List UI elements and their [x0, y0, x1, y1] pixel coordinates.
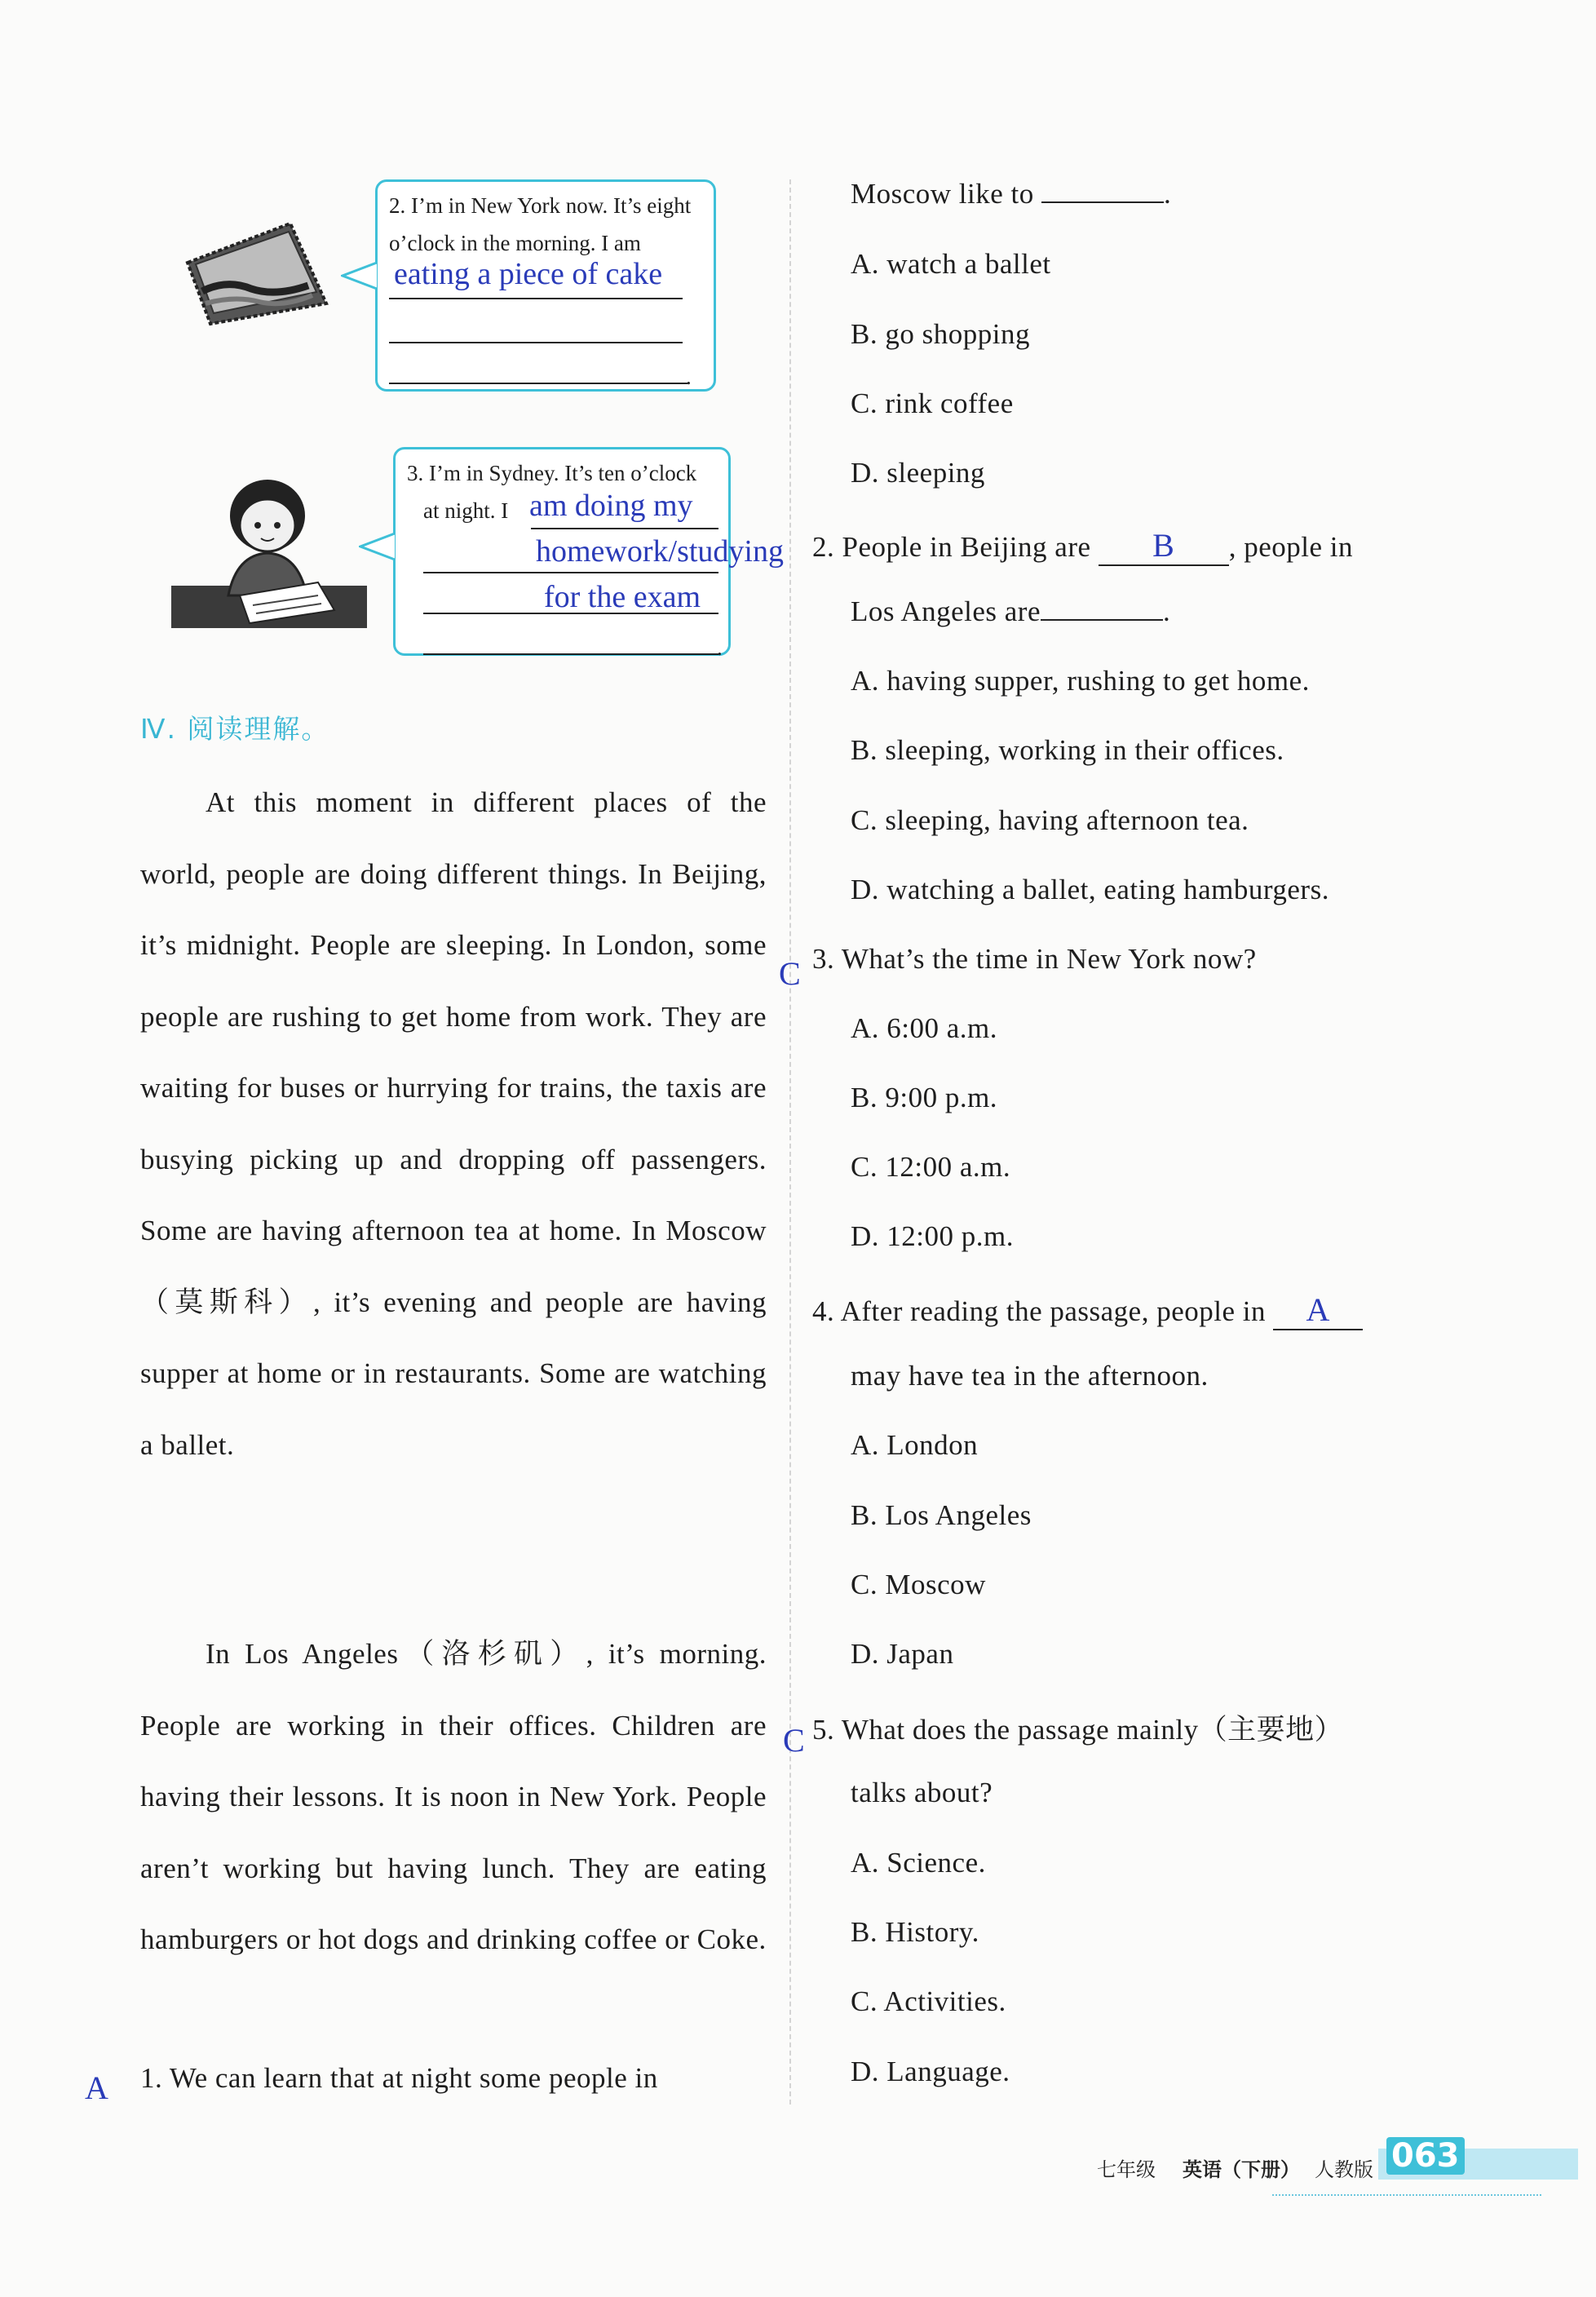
- handwritten-answer: for the exam: [544, 580, 701, 614]
- bubble-tail: [341, 259, 378, 292]
- passage-paragraph-1: At this moment in different places of the world, people are doing different things. In Beijing, it’s midnight. People are sleeping. In London, some people are rushing to get home from work. They are waiting for buses or hurrying for trains, the taxis are busying picking up and dropping off passengers. Some are having afternoon tea at home. In Moscow（莫斯科）, it’s evening and people are having supper at home or in restaurants. Some are watching a ballet.: [140, 786, 767, 1461]
- page-number: 063: [1386, 2137, 1465, 2175]
- q3-option-d: D. 12:00 p.m.: [851, 1220, 1014, 1252]
- q1-option-c: C. rink coffee: [851, 387, 1014, 419]
- q4-option-c: C. Moscow: [851, 1569, 986, 1600]
- q1-option-d: D. sleeping: [851, 457, 985, 489]
- speech-bubble-new-york: 2. I’m in New York now. It’s eight o’clock in the morning. I am . eating a piece of cake: [375, 179, 716, 392]
- girl-writing-illustration: [171, 473, 367, 628]
- q1-option-a: A. watch a ballet: [851, 248, 1051, 280]
- handwritten-answer: homework/studying: [536, 534, 784, 569]
- q4-option-a: A. London: [851, 1429, 979, 1461]
- bubble-line: o’clock in the morning. I am: [389, 231, 641, 255]
- q5-option-b: B. History.: [851, 1916, 979, 1948]
- bubble-line: 2. I’m in New York now. It’s eight: [389, 193, 692, 218]
- question-5-continued: talks about?: [851, 1777, 993, 1808]
- q5-option-a: A. Science.: [851, 1847, 986, 1879]
- question-2-continued: Los Angeles are .: [851, 595, 1171, 627]
- handwritten-answer: eating a piece of cake: [394, 257, 663, 291]
- footer-edition: 人教版: [1315, 2158, 1373, 2181]
- q4-option-d: D. Japan: [851, 1638, 954, 1670]
- question-1-text: 1. We can learn that at night some people in: [140, 2062, 658, 2094]
- filled-answer: B: [1152, 527, 1175, 564]
- answer-mark-q1: A: [85, 2069, 108, 2106]
- question-5-text: 5. What does the passage mainly（主要地）: [812, 1714, 1344, 1746]
- speech-bubble-sydney: 3. I’m in Sydney. It’s ten o’clock at night. I . am doing my homework/studying for the exam: [393, 447, 731, 656]
- filled-answer: A: [1306, 1291, 1330, 1328]
- section-title: Ⅳ. 阅读理解。: [140, 713, 330, 745]
- q2-option-a: A. having supper, rushing to get home.: [851, 665, 1310, 697]
- q3-option-b: B. 9:00 p.m.: [851, 1082, 998, 1113]
- q2-option-d: D. watching a ballet, eating hamburgers.: [851, 874, 1329, 905]
- question-2-text: 2. People in Beijing are B , people in: [812, 526, 1353, 566]
- footer-subject: 英语（下册）: [1183, 2158, 1300, 2181]
- bubble-line: 3. I’m in Sydney. It’s ten o’clock: [407, 461, 697, 485]
- sandwich-illustration: [178, 214, 333, 340]
- q1-option-b: B. go shopping: [851, 318, 1030, 350]
- bubble-tail: [359, 530, 396, 563]
- passage-paragraph-2: In Los Angeles（洛杉矶）, it’s morning. People are working in their offices. Children are having their lessons. It is noon in New York. People aren’t working but having lunch. They are eating hamburgers or hot dogs and drinking coffee or Coke.: [140, 1638, 767, 1955]
- footer-underline: [1272, 2194, 1541, 2196]
- answer-mark-q3: C: [779, 955, 801, 992]
- column-divider: [789, 179, 791, 2104]
- q3-option-a: A. 6:00 a.m.: [851, 1012, 998, 1044]
- q2-option-b: B. sleeping, working in their offices.: [851, 734, 1284, 766]
- question-1-continued: Moscow like to .: [851, 178, 1172, 210]
- question-3-text: 3. What’s the time in New York now?: [812, 943, 1257, 975]
- q4-option-b: B. Los Angeles: [851, 1499, 1032, 1531]
- q5-option-c: C. Activities.: [851, 1985, 1006, 2017]
- question-4-continued: may have tea in the afternoon.: [851, 1360, 1209, 1392]
- q2-option-c: C. sleeping, having afternoon tea.: [851, 804, 1249, 836]
- answer-mark-q5: C: [783, 1722, 805, 1759]
- question-4-text: 4. After reading the passage, people in A: [812, 1290, 1363, 1330]
- bubble-line: at night. I: [423, 498, 509, 523]
- handwritten-answer: am doing my: [529, 489, 693, 523]
- q5-option-d: D. Language.: [851, 2056, 1010, 2087]
- q3-option-c: C. 12:00 a.m.: [851, 1151, 1011, 1183]
- footer-grade: 七年级: [1097, 2158, 1156, 2181]
